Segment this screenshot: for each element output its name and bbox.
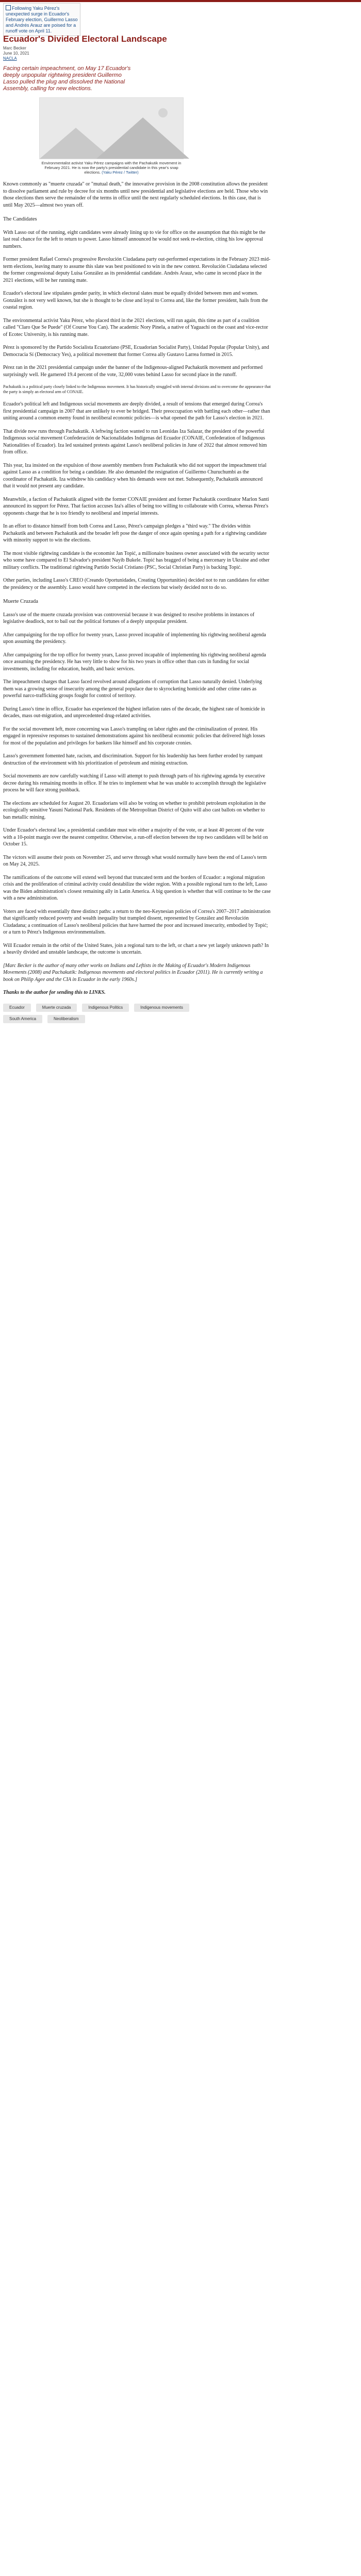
article-title: Ecuador's Divided Electoral Landscape (3, 34, 167, 44)
image-sun-icon (158, 108, 168, 117)
paragraph: Other parties, including Lasso's CREO (Creando Oportunidades, Creating Opportunities) decided not to run candidates for either the presidency or the assembly. Lasso would have competed in the elections but wisely decided not to do so. (3, 578, 269, 590)
paragraph: Social movements are now carefully watching if Lasso will attempt to push through parts of his rightwing agenda by executive decree during his remaining months in office. If he tries to implement what he was unable to accomplish through the legislative process he will face strong pushback. (3, 773, 266, 793)
related-article-teaser[interactable] (3, 3, 80, 36)
paragraph: Will Ecuador remain in the orbit of the United States, join a regional turn to the left, or chart a new yet largely unknown path? In a heavily divided and unstable landscape, the outcome is uncertain. (3, 942, 269, 955)
teaser-text: Following Yaku Pérez's unexpected surge in Ecuador's February election, Guillermo Lasso and Andrés Arauz are poised for a runoff vote on April 11. (6, 6, 78, 33)
byline (3, 46, 271, 61)
paragraph: This year, Iza insisted on the expulsion of those assembly members from Pachakutik who did not support the impeachment trial against Lasso as a condition for being a candidate. He also demanded the resignation of Guillermo Churuchumbi as the coordinator of Pachakutik. Iza withdrew his candidacy when his demands were not met. Subsequently, Pachakutik announced that it would not present any candidate. (3, 462, 267, 489)
paragraph: That divide now runs through Pachakutik. A leftwing faction wanted to run Leonidas Iza Salazar, the president of the powerful Indigenous social movement Confederación de Nacionalidades Indígenas del Ecuador (CONAIE, Confederation of Indigenous Nationalities of Ecuador). Iza led sustained protests against Lasso's neoliberal policies in June of 2022 that almost removed him from office. (3, 428, 267, 455)
article (3, 34, 271, 1026)
tag-neoliberalism[interactable]: Neoliberalism (47, 1015, 85, 1023)
article-lede: Facing certain impeachment, on May 17 Ecuador's deeply unpopular rightwing president Guillermo Lasso pulled the plug and dissolved the National Assembly, calling for new elections. (3, 65, 131, 92)
top-accent-bar (0, 0, 361, 2)
paragraph: Pérez is sponsored by the Partido Socialista Ecuatoriano (PSE, Ecuadorian Socialist Party), Unidad Popular (Popular Unity), and Democracia Sí (Democracy Yes), a political movement that former Correa ally Gustavo Larrea formed in 2015. (3, 345, 269, 358)
tag-muerte-cruzada[interactable]: Muerte cruzada (36, 1004, 77, 1012)
paragraph: The victors will assume their posts on November 25, and serve through what would normally have been the end of Lasso's term on May 24, 2025. (3, 854, 267, 867)
figure-caption (39, 161, 184, 175)
source-org-link[interactable]: NACLA (3, 56, 17, 61)
paragraph: For the social movement left, more concerning was Lasso's trampling on labor rights and the criminalization of protest. His engaged in repressive responses to sustained demonstrations against his neoliberal economic policies that delivered high losses for most of the population and privileges for bankers like himself and his corporate cronies. (3, 726, 265, 746)
paragraph: Voters are faced with essentially three distinct paths: a return to the neo-Keynesian policies of Correa's 2007–2017 administration that significantly reduced poverty and wealth inequality but trampled dissent, represented by González and Revolución Ciudadana; a continuation of Lasso's neoliberal policies that have harmed the poor and increased insecurity, embodied by Topić; or a turn to Pérez's Indigenous environmentalism. (3, 908, 271, 935)
paragraph: Under Ecuador's electoral law, a presidential candidate must win either a majority of the vote, or at least 40 percent of the vote with a 10-point margin over the nearest competitor. Otherwise, a run-off election between the top two candidates will be held on October 15. (3, 827, 268, 847)
paragraph: Meanwhile, a faction of Pachakutik aligned with the former CONAIE president and former Pachakutik coordinator Marlon Santi announced its support for Pérez. That faction accuses Iza's allies of being too willing to collaborate with Correa, whereas Pérez's opponents charge that he is too friendly to neoliberal and imperial interests. (3, 496, 269, 516)
paragraph: After campaigning for the top office for twenty years, Lasso proved incapable of implementing his rightwing neoliberal agenda once assuming the presidency. He has very little to show for his two years in office other than cuts in funding for social investments, including for education, health, and basic services. (3, 652, 266, 672)
tag-indigenous-movements[interactable]: Indigenous movements (134, 1004, 189, 1012)
author-name: Marc Becker (3, 46, 26, 50)
paragraph: The ramifications of the outcome will extend well beyond that truncated term and the borders of Ecuador: a regional migration crisis and the proliferation of criminal activity could destabilize the wider region. With a possible regional turn to the left, Lasso was the Biden administration's closest remaining ally in Latin America. A big question is whether that will continue to be the case with a new administration. (3, 874, 271, 901)
paragraph: The impeachment charges that Lasso faced revolved around allegations of corruption that Lasso naturally denied. Underlying them was a growing sense of insecurity among the general populace due to skyrocketing homicide and other crime rates as powerful narco-trafficking groups fought for control of territory. (3, 679, 262, 699)
article-body (3, 181, 271, 996)
image-mountain-icon (96, 117, 189, 159)
paragraph-note: Pachakutik is a political party closely linked to the Indigenous movement. It has historically struggled with internal divisions and to overcome the appearance that the party is simply an electoral arm of CONAIE. (3, 384, 271, 394)
tag-south-america[interactable]: South America (3, 1015, 42, 1023)
paragraph: The environmental activist Yaku Pérez, who placed third in the 2021 elections, will run again, this time as part of a coalition called "Claro Que Se Puede" (Of Course You Can). The academic Nory Pinela, a native of Yaguachi on the coast and vice-rector of Ecotec University, is his running mate. (3, 317, 268, 337)
paragraph: Known commonly as "muerte cruzada" or "mutual death," the innovative provision in the 2008 constitution allows the president to dissolve parliament and rule by decree for six months until new presidential and legislative elections are held. Those who win those elections then serve the remainder of the terms in office until the next regularly scheduled elections. In this case, that is until May 2025—almost two years off. (3, 181, 268, 208)
paragraph: The most visible rightwing candidate is the economist Jan Topić, a millionaire business owner associated with the security sector who some have compared to El Salvador's president Nayib Bukele. Topić has bragged of being a mercenary in Ukraine and other military conflicts. The traditional rightwing Partido Social Cristiano (PSC, Social Christian Party) is backing Topić. (3, 550, 270, 570)
paragraph: Pérez ran in the 2021 presidential campaign under the banner of the Indigenous-aligned Pachakutik movement and performed surprisingly well. He garnered 19.4 percent of the vote, 32,000 votes behind Lasso for second place in the runoff. (3, 365, 263, 378)
tag-list (3, 1004, 209, 1026)
author-bio: [Marc Becker is the author of many other works on Indians and Leftists in the Making of Ecuador's Modern Indigenous Movements (2008) and Pachakutik: Indigenous movements and electoral politics in Ecuador (2011). He is currently writing a book on Philip Agee and the CIA in Ecuador in the early 1960s.] (3, 962, 263, 982)
section-heading: The Candidates (3, 216, 37, 222)
tag-indigenous-politics[interactable]: Indigenous Politics (82, 1004, 129, 1012)
section-heading: Muerte Cruzada (3, 599, 38, 604)
publish-date: June 10, 2021 (3, 51, 29, 56)
paragraph: In an effort to distance himself from both Correa and Lasso, Pérez's campaign pledges a "third way." The divides within Pachakutik and between Pachakutik and the broader left pose the danger of once again opening a path for a rightwing candidate with minority support to win the elections. (3, 523, 267, 543)
paragraph: Lasso's use of the muerte cruzada provision was controversial because it was designed to resolve problems in instances of legislative deadlock, not to bail out the political fortunes of a deeply unpopular president. (3, 612, 255, 624)
paragraph: The elections are scheduled for August 20. Ecuadorians will also be voting on whether to prohibit petroleum exploitation in the ecologically sensitive Yasuní National Park. Residents of the Metropolitan District of Quito will also cast ballots on whether to ban metallic mining. (3, 800, 266, 820)
image-placeholder-icon (6, 5, 11, 10)
thanks-note: Thanks to the author for sending this to LINKS. (3, 990, 106, 995)
paragraph: With Lasso out of the running, eight candidates were already lining up to vie for office on the assumption that this might be the last real chance for the left to return to power. Lasso himself announced he would not seek re-election, citing his low approval numbers. (3, 229, 266, 249)
paragraph: Lasso's government fomented hate, racism, and discrimination. Support for his leadership has been further eroded by rampant destruction of the environment with his prioritization of petroleum and mining extraction. (3, 753, 263, 766)
paragraph: Ecuador's political left and Indigenous social movements are deeply divided, a result of tensions that emerged during Correa's first presidential campaign in 2007 that are unlikely to ever be bridged. Their preoccupation with battling each other—rather than uniting around a common enemy found in neoliberal economic policies—is what opened the path for Lasso's election in 2021. (3, 401, 270, 421)
caption-source: (Yaku Pérez / Twitter) (102, 170, 139, 175)
article-figure (39, 97, 184, 175)
paragraph: Former president Rafael Correa's progressive Revolución Ciudadana party out-performed expectations in the February 2023 mid-term elections, leaving many to assume this slate was best positioned to win in the new context. Revolución Ciudadana selected the former congressional deputy Luisa González as its presidential candidate. Andrés Arauz, who came in second place in the 2021 elections, will be her running mate. (3, 257, 271, 283)
caption-text: Environmentalist activist Yaku Pérez campaigns with the Pachakutik movement in February 2021. He is now the party's presidential candidate in this year's snap elections. (41, 161, 182, 175)
paragraph: Ecuador's electoral law stipulates gender parity, in which electoral slates must be equally divided between men and women. González is not very well known, but she is thought to be close and loyal to Correa and, like the former president, hails from the coastal region. (3, 291, 268, 310)
tag-ecuador[interactable]: Ecuador (3, 1004, 31, 1012)
image-placeholder (39, 97, 184, 159)
paragraph: During Lasso's time in office, Ecuador has experienced the highest inflation rates of the decade, the highest rate of homicide in decades, mass out-migration, and unprecedented drug-related activities. (3, 706, 265, 719)
paragraph: After campaigning for the top office for twenty years, Lasso proved incapable of implementing his rightwing neoliberal agenda upon assuming the presidency. (3, 632, 266, 645)
